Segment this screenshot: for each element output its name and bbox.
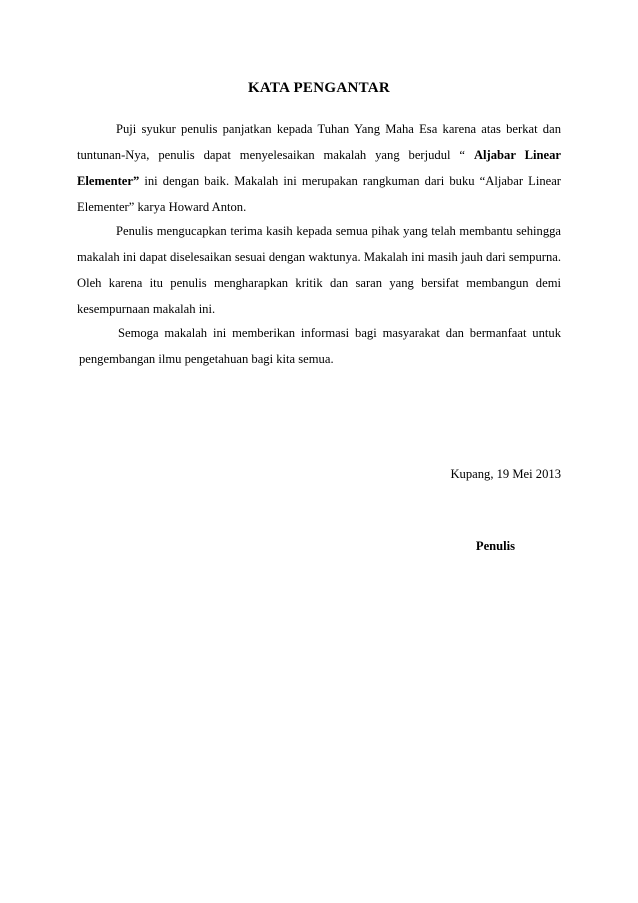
place-date: Kupang, 19 Mei 2013 bbox=[450, 467, 561, 481]
paragraph-hope: Semoga makalah ini memberikan informasi bagi masyarakat dan bermanfaat untuk pengembangan ilmu pengetahuan bagi kita semua. bbox=[79, 326, 561, 366]
paragraph-gratitude bbox=[77, 116, 561, 220]
paragraph-gratitude-rest: ini dengan baik. Makalah ini merupakan rangkuman dari buku “Aljabar Linear Elementer” karya Howard Anton. bbox=[77, 174, 561, 214]
paragraph-gratitude-intro: Puji syukur penulis panjatkan kepada Tuhan Yang Maha Esa karena atas berkat dan tuntunan-Nya, penulis dapat menyelesaikan makalah yang berjudul “ bbox=[77, 122, 561, 162]
paragraph-thanks: Penulis mengucapkan terima kasih kepada semua pihak yang telah membantu sehingga makalah ini dapat diselesaikan sesuai dengan waktunya. Makalah ini masih jauh dari sempurna. Oleh karena itu penulis mengharapkan kritik dan saran yang bersifat membangun demi kesempurnaan makalah ini. bbox=[77, 224, 561, 316]
page-title: KATA PENGANTAR bbox=[247, 80, 391, 96]
signer-name: Penulis bbox=[475, 539, 516, 553]
book-title-bold: Aljabar Linear Elementer” bbox=[77, 148, 562, 188]
